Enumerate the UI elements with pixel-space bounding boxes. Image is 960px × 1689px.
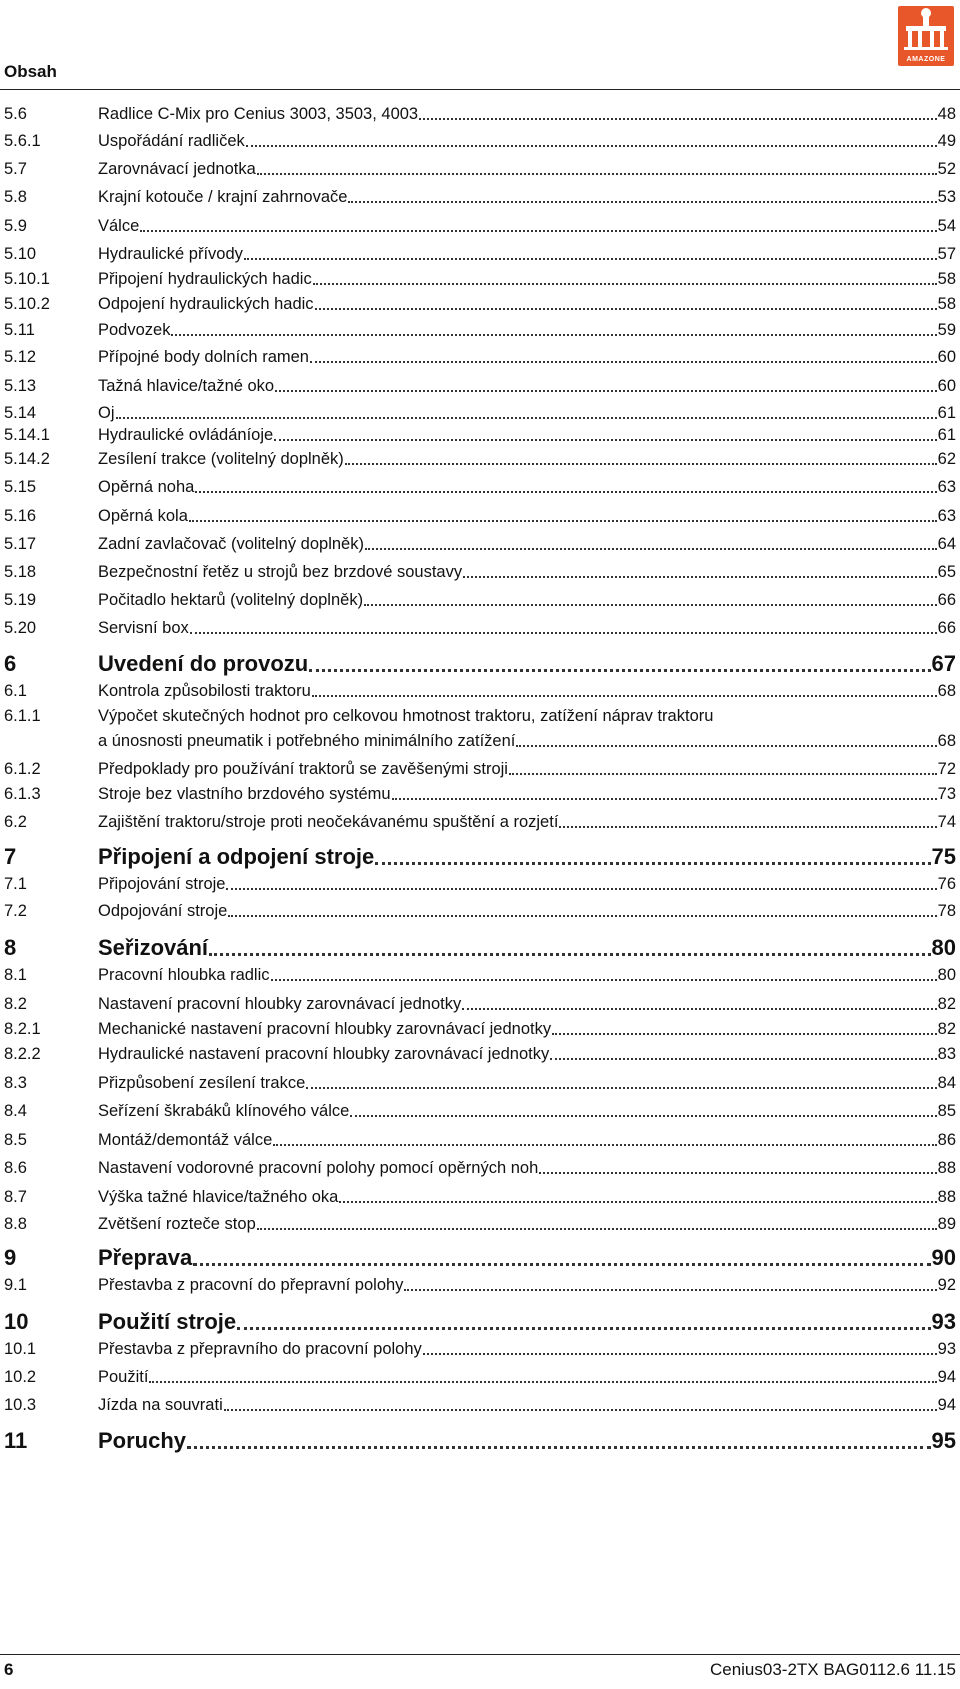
toc-entry-page: 93 xyxy=(937,1340,956,1358)
toc-dot-leader xyxy=(312,695,937,697)
toc-entry-page: 73 xyxy=(937,785,956,803)
toc-entry-title: Servisní box xyxy=(98,619,189,637)
toc-entry[interactable] xyxy=(0,375,960,397)
toc-entry-title: Připojování stroje xyxy=(98,875,226,893)
toc-entry-title: Montáž/demontáž válce xyxy=(98,1131,273,1149)
toc-entry-title: Kontrola způsobilosti traktoru xyxy=(98,682,311,700)
toc-entry-number: 7 xyxy=(4,844,17,869)
toc-entry-title: Hydraulické ovládáníoje xyxy=(98,426,274,444)
toc-entry-page: 88 xyxy=(937,1188,956,1206)
toc-entry-number: 6.1.1 xyxy=(4,707,41,725)
toc-dot-leader xyxy=(313,283,937,285)
toc-entry-title: Hydraulické nastavení pracovní hloubky zarovnávací jednotky xyxy=(98,1045,550,1063)
toc-entry-title: Přestavba z pracovní do přepravní polohy xyxy=(98,1276,404,1294)
toc-entry-page: 54 xyxy=(937,217,956,235)
toc-entry-page: 59 xyxy=(937,321,956,339)
toc-entry-number: 10 xyxy=(4,1309,29,1334)
toc-entry[interactable] xyxy=(0,130,960,152)
toc-entry-page: 49 xyxy=(937,132,956,150)
toc-entry[interactable] xyxy=(0,402,960,424)
toc-dot-leader xyxy=(339,1201,936,1203)
toc-entry[interactable] xyxy=(0,1129,960,1151)
toc-entry-title: Pracovní hloubka radlic xyxy=(98,966,270,984)
toc-dot-leader xyxy=(246,145,937,147)
toc-entry-title: Přizpůsobení zesílení trakce xyxy=(98,1074,306,1092)
toc-entry[interactable] xyxy=(0,783,960,805)
toc-entry-number: 8.2 xyxy=(4,995,27,1013)
toc-entry-page: 66 xyxy=(937,619,956,637)
toc-dot-leader xyxy=(190,632,937,634)
toc-entry-number: 8.8 xyxy=(4,1215,27,1233)
toc-entry-number: 8.7 xyxy=(4,1188,27,1206)
toc-entry-title: Přípojné body dolních ramen xyxy=(98,348,309,366)
toc-entry[interactable] xyxy=(0,505,960,527)
toc-entry-number: 5.10.2 xyxy=(4,295,50,313)
toc-dot-leader xyxy=(539,1172,936,1174)
toc-entry-number: 11 xyxy=(4,1428,28,1453)
toc-entry-title: Přestavba z přepravního do pracovní polohy xyxy=(98,1340,422,1358)
page-title: Obsah xyxy=(4,62,57,81)
toc-entry[interactable] xyxy=(0,1338,960,1360)
toc-entry-number: 8 xyxy=(4,935,17,960)
toc-entry-number: 8.1 xyxy=(4,966,27,984)
toc-entry-title: Válce xyxy=(98,217,140,235)
toc-entry[interactable] xyxy=(0,705,960,727)
toc-entry-title: Počitadlo hektarů (volitelný doplněk) xyxy=(98,591,364,609)
toc-entry[interactable] xyxy=(0,186,960,208)
toc-chapter-entry[interactable] xyxy=(0,1308,960,1336)
toc-dot-leader xyxy=(257,173,937,175)
toc-entry-page: 80 xyxy=(931,935,956,960)
toc-entry-number: 5.7 xyxy=(4,160,27,178)
toc-entry[interactable] xyxy=(0,293,960,315)
toc-entry[interactable] xyxy=(0,158,960,180)
toc-entry-title: Tažná hlavice/tažné oko xyxy=(98,377,275,395)
toc-entry-title: Mechanické nastavení pracovní hloubky zarovnávací jednotky xyxy=(98,1020,552,1038)
toc-entry-title: Oj xyxy=(98,404,115,422)
toc-dot-leader xyxy=(345,463,937,465)
toc-entry-title: Zvětšení rozteče stop xyxy=(98,1215,256,1233)
toc-entry-title: Seřizování xyxy=(98,935,209,960)
toc-entry[interactable] xyxy=(0,476,960,498)
toc-entry[interactable] xyxy=(0,103,960,125)
toc-entry[interactable] xyxy=(0,1394,960,1416)
toc-entry-number: 10.1 xyxy=(4,1340,37,1358)
toc-dot-leader xyxy=(257,1228,937,1230)
toc-entry-page: 94 xyxy=(937,1368,956,1386)
toc-entry-number: 5.9 xyxy=(4,217,27,235)
toc-entry-title: Jízda na souvrati xyxy=(98,1396,223,1414)
toc-dot-leader xyxy=(392,798,937,800)
toc-entry-title: Použití xyxy=(98,1368,149,1386)
toc-chapter-entry[interactable] xyxy=(0,1427,960,1455)
toc-entry-number: 10.2 xyxy=(4,1368,37,1386)
toc-entry-title: Zadní zavlačovač (volitelný doplněk) xyxy=(98,535,364,553)
toc-dot-leader xyxy=(140,230,936,232)
toc-entry-title: Výška tažné hlavice/tažného oka xyxy=(98,1188,339,1206)
toc-entry-number: 5.10 xyxy=(4,245,37,263)
toc-entry-number: 5.14.1 xyxy=(4,426,50,444)
toc-chapter-entry[interactable] xyxy=(0,650,960,678)
toc-entry-number: 10.3 xyxy=(4,1396,37,1414)
toc-entry[interactable] xyxy=(0,758,960,780)
toc-entry-number: 5.12 xyxy=(4,348,37,366)
toc-dot-leader xyxy=(271,979,937,981)
toc-entry-title: Poruchy xyxy=(98,1428,187,1453)
toc-dot-leader xyxy=(310,361,937,363)
toc-entry-page: 86 xyxy=(937,1131,956,1149)
toc-entry-title: Nastavení vodorovné pracovní polohy pomocí opěrných noh xyxy=(98,1159,539,1177)
toc-entry-page: 83 xyxy=(937,1045,956,1063)
toc-entry[interactable] xyxy=(0,680,960,702)
toc-entry-page: 90 xyxy=(931,1245,956,1270)
toc-entry-page: 68 xyxy=(937,732,956,750)
toc-entry-page: 63 xyxy=(937,478,956,496)
toc-entry-page: 60 xyxy=(937,348,956,366)
toc-entry-number: 5.11 xyxy=(4,321,35,339)
toc-dot-leader xyxy=(350,1115,936,1117)
toc-dot-leader xyxy=(171,334,936,336)
toc-entry-page: 82 xyxy=(937,1020,956,1038)
toc-entry-number: 6.1.2 xyxy=(4,760,41,778)
toc-entry-page: 62 xyxy=(937,450,956,468)
toc-entry-page: 88 xyxy=(937,1159,956,1177)
toc-entry[interactable] xyxy=(0,448,960,470)
toc-entry-title: Odpojení hydraulických hadic xyxy=(98,295,314,313)
toc-entry-number: 8.6 xyxy=(4,1159,27,1177)
footer-document-id: Cenius03-2TX BAG0112.6 11.15 xyxy=(709,1660,956,1679)
toc-dot-leader xyxy=(516,745,936,747)
toc-entry-number: 5.19 xyxy=(4,591,37,609)
toc-dot-leader xyxy=(509,773,937,775)
toc-entry-page: 52 xyxy=(937,160,956,178)
toc-entry-title: Předpoklady pro používání traktorů se zavěšenými stroji xyxy=(98,760,508,778)
toc-dot-leader xyxy=(365,548,937,550)
toc-entry[interactable] xyxy=(0,617,960,639)
toc-entry-number: 5.13 xyxy=(4,377,37,395)
toc-entry[interactable] xyxy=(0,900,960,922)
toc-entry-title: Podvozek xyxy=(98,321,171,339)
toc-entry-number: 5.20 xyxy=(4,619,37,637)
toc-entry-number: 9.1 xyxy=(4,1276,27,1294)
toc-dot-leader xyxy=(315,308,937,310)
toc-entry-page: 68 xyxy=(937,682,956,700)
toc-entry-title: Připojení hydraulických hadic xyxy=(98,270,312,288)
toc-entry[interactable] xyxy=(0,1274,960,1296)
toc-dot-leader xyxy=(419,118,937,120)
toc-entry-number: 8.3 xyxy=(4,1074,27,1092)
toc-entry[interactable] xyxy=(0,533,960,555)
toc-dot-leader xyxy=(348,201,936,203)
toc-dot-leader xyxy=(550,1058,936,1060)
toc-entry-number: 7.1 xyxy=(4,875,27,893)
toc-entry-page: 66 xyxy=(937,591,956,609)
toc-dot-leader xyxy=(237,1327,930,1330)
toc-entry[interactable] xyxy=(0,1072,960,1094)
toc-entry-page: 72 xyxy=(937,760,956,778)
toc-dot-leader xyxy=(244,258,937,260)
toc-entry-number: 5.6 xyxy=(4,105,27,123)
toc-entry-page: 93 xyxy=(931,1309,956,1334)
toc-entry[interactable] xyxy=(0,1186,960,1208)
toc-entry[interactable] xyxy=(0,561,960,583)
toc-entry[interactable] xyxy=(0,589,960,611)
toc-entry-title: Přeprava xyxy=(98,1245,193,1270)
toc-entry-title: Seřízení škrabáků klínového válce xyxy=(98,1102,350,1120)
toc-entry-number: 5.8 xyxy=(4,188,27,206)
toc-dot-leader xyxy=(364,604,937,606)
toc-entry[interactable] xyxy=(0,1100,960,1122)
toc-entry-page: 75 xyxy=(931,844,956,869)
toc-entry-page: 78 xyxy=(937,902,956,920)
toc-entry-page: 84 xyxy=(937,1074,956,1092)
toc-entry-number: 5.15 xyxy=(4,478,37,496)
toc-entry-page: 92 xyxy=(937,1276,956,1294)
toc-dot-leader xyxy=(306,1087,936,1089)
toc-entry[interactable] xyxy=(0,1213,960,1235)
toc-entry-page: 48 xyxy=(937,105,956,123)
footer-divider xyxy=(0,1654,960,1655)
toc-dot-leader xyxy=(189,520,937,522)
toc-entry-page: 85 xyxy=(937,1102,956,1120)
toc-chapter-entry[interactable] xyxy=(0,1244,960,1272)
toc-entry-number: 6.2 xyxy=(4,813,27,831)
toc-entry[interactable] xyxy=(0,1018,960,1040)
toc-dot-leader xyxy=(228,915,936,917)
toc-dot-leader xyxy=(375,862,930,865)
toc-dot-leader xyxy=(149,1381,936,1383)
toc-entry[interactable] xyxy=(0,319,960,341)
toc-entry-page: 53 xyxy=(937,188,956,206)
toc-entry-number: 8.2.1 xyxy=(4,1020,41,1038)
toc-entry[interactable] xyxy=(0,811,960,833)
toc-entry-number: 8.4 xyxy=(4,1102,27,1120)
toc-entry-title: Hydraulické přívody xyxy=(98,245,243,263)
toc-entry-title: Připojení a odpojení stroje xyxy=(98,844,375,869)
toc-dot-leader xyxy=(559,826,936,828)
toc-entry-title: Použití stroje xyxy=(98,1309,237,1334)
toc-entry-number: 5.6.1 xyxy=(4,132,41,150)
toc-entry-number: 8.5 xyxy=(4,1131,27,1149)
toc-entry[interactable] xyxy=(0,964,960,986)
toc-entry[interactable] xyxy=(0,1157,960,1179)
toc-entry-number: 5.14.2 xyxy=(4,450,50,468)
toc-entry-title: Odpojování stroje xyxy=(98,902,228,920)
toc-entry-title: Opěrná noha xyxy=(98,478,195,496)
toc-entry-number: 6 xyxy=(4,651,17,676)
toc-entry-page: 80 xyxy=(937,966,956,984)
toc-entry-page: 63 xyxy=(937,507,956,525)
toc-chapter-entry[interactable] xyxy=(0,934,960,962)
logo-wordmark: AMAZONE xyxy=(906,56,946,63)
toc-entry-title: Výpočet skutečných hodnot pro celkovou hmotnost traktoru, zatížení náprav traktoru xyxy=(98,707,714,725)
toc-dot-leader xyxy=(273,1144,936,1146)
toc-dot-leader xyxy=(195,491,936,493)
toc-dot-leader xyxy=(275,390,937,392)
toc-entry-title: Zarovnávací jednotka xyxy=(98,160,256,178)
toc-entry-page: 82 xyxy=(937,995,956,1013)
toc-entry-title: Uspořádání radliček xyxy=(98,132,245,150)
toc-entry-page: 57 xyxy=(937,245,956,263)
toc-entry[interactable] xyxy=(0,243,960,265)
toc-dot-leader xyxy=(116,417,937,419)
toc-entry-title: Nastavení pracovní hloubky zarovnávací jednotky xyxy=(98,995,462,1013)
toc-entry-page: 61 xyxy=(937,426,956,444)
toc-entry-page: 65 xyxy=(937,563,956,581)
toc-entry[interactable] xyxy=(0,346,960,368)
toc-entry-title: Zesílení trakce (volitelný doplněk) xyxy=(98,450,344,468)
toc-dot-leader xyxy=(209,953,930,956)
toc-entry-number: 5.10.1 xyxy=(4,270,50,288)
toc-entry[interactable] xyxy=(0,730,960,752)
toc-dot-leader xyxy=(224,1409,937,1411)
toc-dot-leader xyxy=(187,1446,930,1449)
toc-entry[interactable] xyxy=(0,268,960,290)
toc-entry-page: 64 xyxy=(937,535,956,553)
toc-entry[interactable] xyxy=(0,993,960,1015)
toc-entry-title: Krajní kotouče / krajní zahrnovače xyxy=(98,188,348,206)
toc-entry-number: 5.17 xyxy=(4,535,37,553)
toc-dot-leader xyxy=(463,576,937,578)
toc-entry-page: 74 xyxy=(937,813,956,831)
toc-entry-title: Bezpečnostní řetěz u strojů bez brzdové soustavy xyxy=(98,563,463,581)
toc-dot-leader xyxy=(423,1353,937,1355)
toc-entry-number: 5.16 xyxy=(4,507,37,525)
toc-entry-title: Opěrná kola xyxy=(98,507,188,525)
toc-entry-page: 76 xyxy=(937,875,956,893)
toc-entry-page: 60 xyxy=(937,377,956,395)
toc-dot-leader xyxy=(193,1263,930,1266)
toc-entry-page: 94 xyxy=(937,1396,956,1414)
toc-entry-page: 95 xyxy=(931,1428,956,1453)
toc-entry-page: 58 xyxy=(937,270,956,288)
toc-entry-page: 67 xyxy=(931,651,956,676)
toc-entry-title: a únosnosti pneumatik i potřebného minimálního zatížení xyxy=(98,732,516,750)
toc-entry-page: 89 xyxy=(937,1215,956,1233)
toc-entry-number: 5.14 xyxy=(4,404,37,422)
toc-chapter-entry[interactable] xyxy=(0,843,960,871)
toc-entry[interactable] xyxy=(0,1043,960,1065)
toc-entry-number: 9 xyxy=(4,1245,17,1270)
toc-entry-page: 58 xyxy=(937,295,956,313)
toc-entry-title: Zajištění traktoru/stroje proti neočekávanému spuštění a rozjetí xyxy=(98,813,559,831)
toc-dot-leader xyxy=(226,888,936,890)
toc-entry[interactable] xyxy=(0,424,960,446)
toc-entry[interactable] xyxy=(0,873,960,895)
toc-entry-number: 6.1.3 xyxy=(4,785,41,803)
toc-entry-title: Radlice C-Mix pro Cenius 3003, 3503, 4003 xyxy=(98,105,419,123)
toc-dot-leader xyxy=(404,1289,936,1291)
toc-entry-number: 8.2.2 xyxy=(4,1045,41,1063)
toc-entry-number: 7.2 xyxy=(4,902,27,920)
toc-dot-leader xyxy=(309,669,930,672)
toc-entry[interactable] xyxy=(0,215,960,237)
toc-dot-leader xyxy=(462,1008,936,1010)
toc-entry-number: 5.18 xyxy=(4,563,37,581)
toc-entry-title: Stroje bez vlastního brzdového systému xyxy=(98,785,391,803)
footer-page-number: 6 xyxy=(4,1660,14,1679)
toc-entry[interactable] xyxy=(0,1366,960,1388)
toc-dot-leader xyxy=(552,1033,937,1035)
toc-entry-number: 6.1 xyxy=(4,682,27,700)
toc-entry-title: Uvedení do provozu xyxy=(98,651,309,676)
toc-dot-leader xyxy=(274,439,936,441)
toc-entry-page: 61 xyxy=(937,404,956,422)
